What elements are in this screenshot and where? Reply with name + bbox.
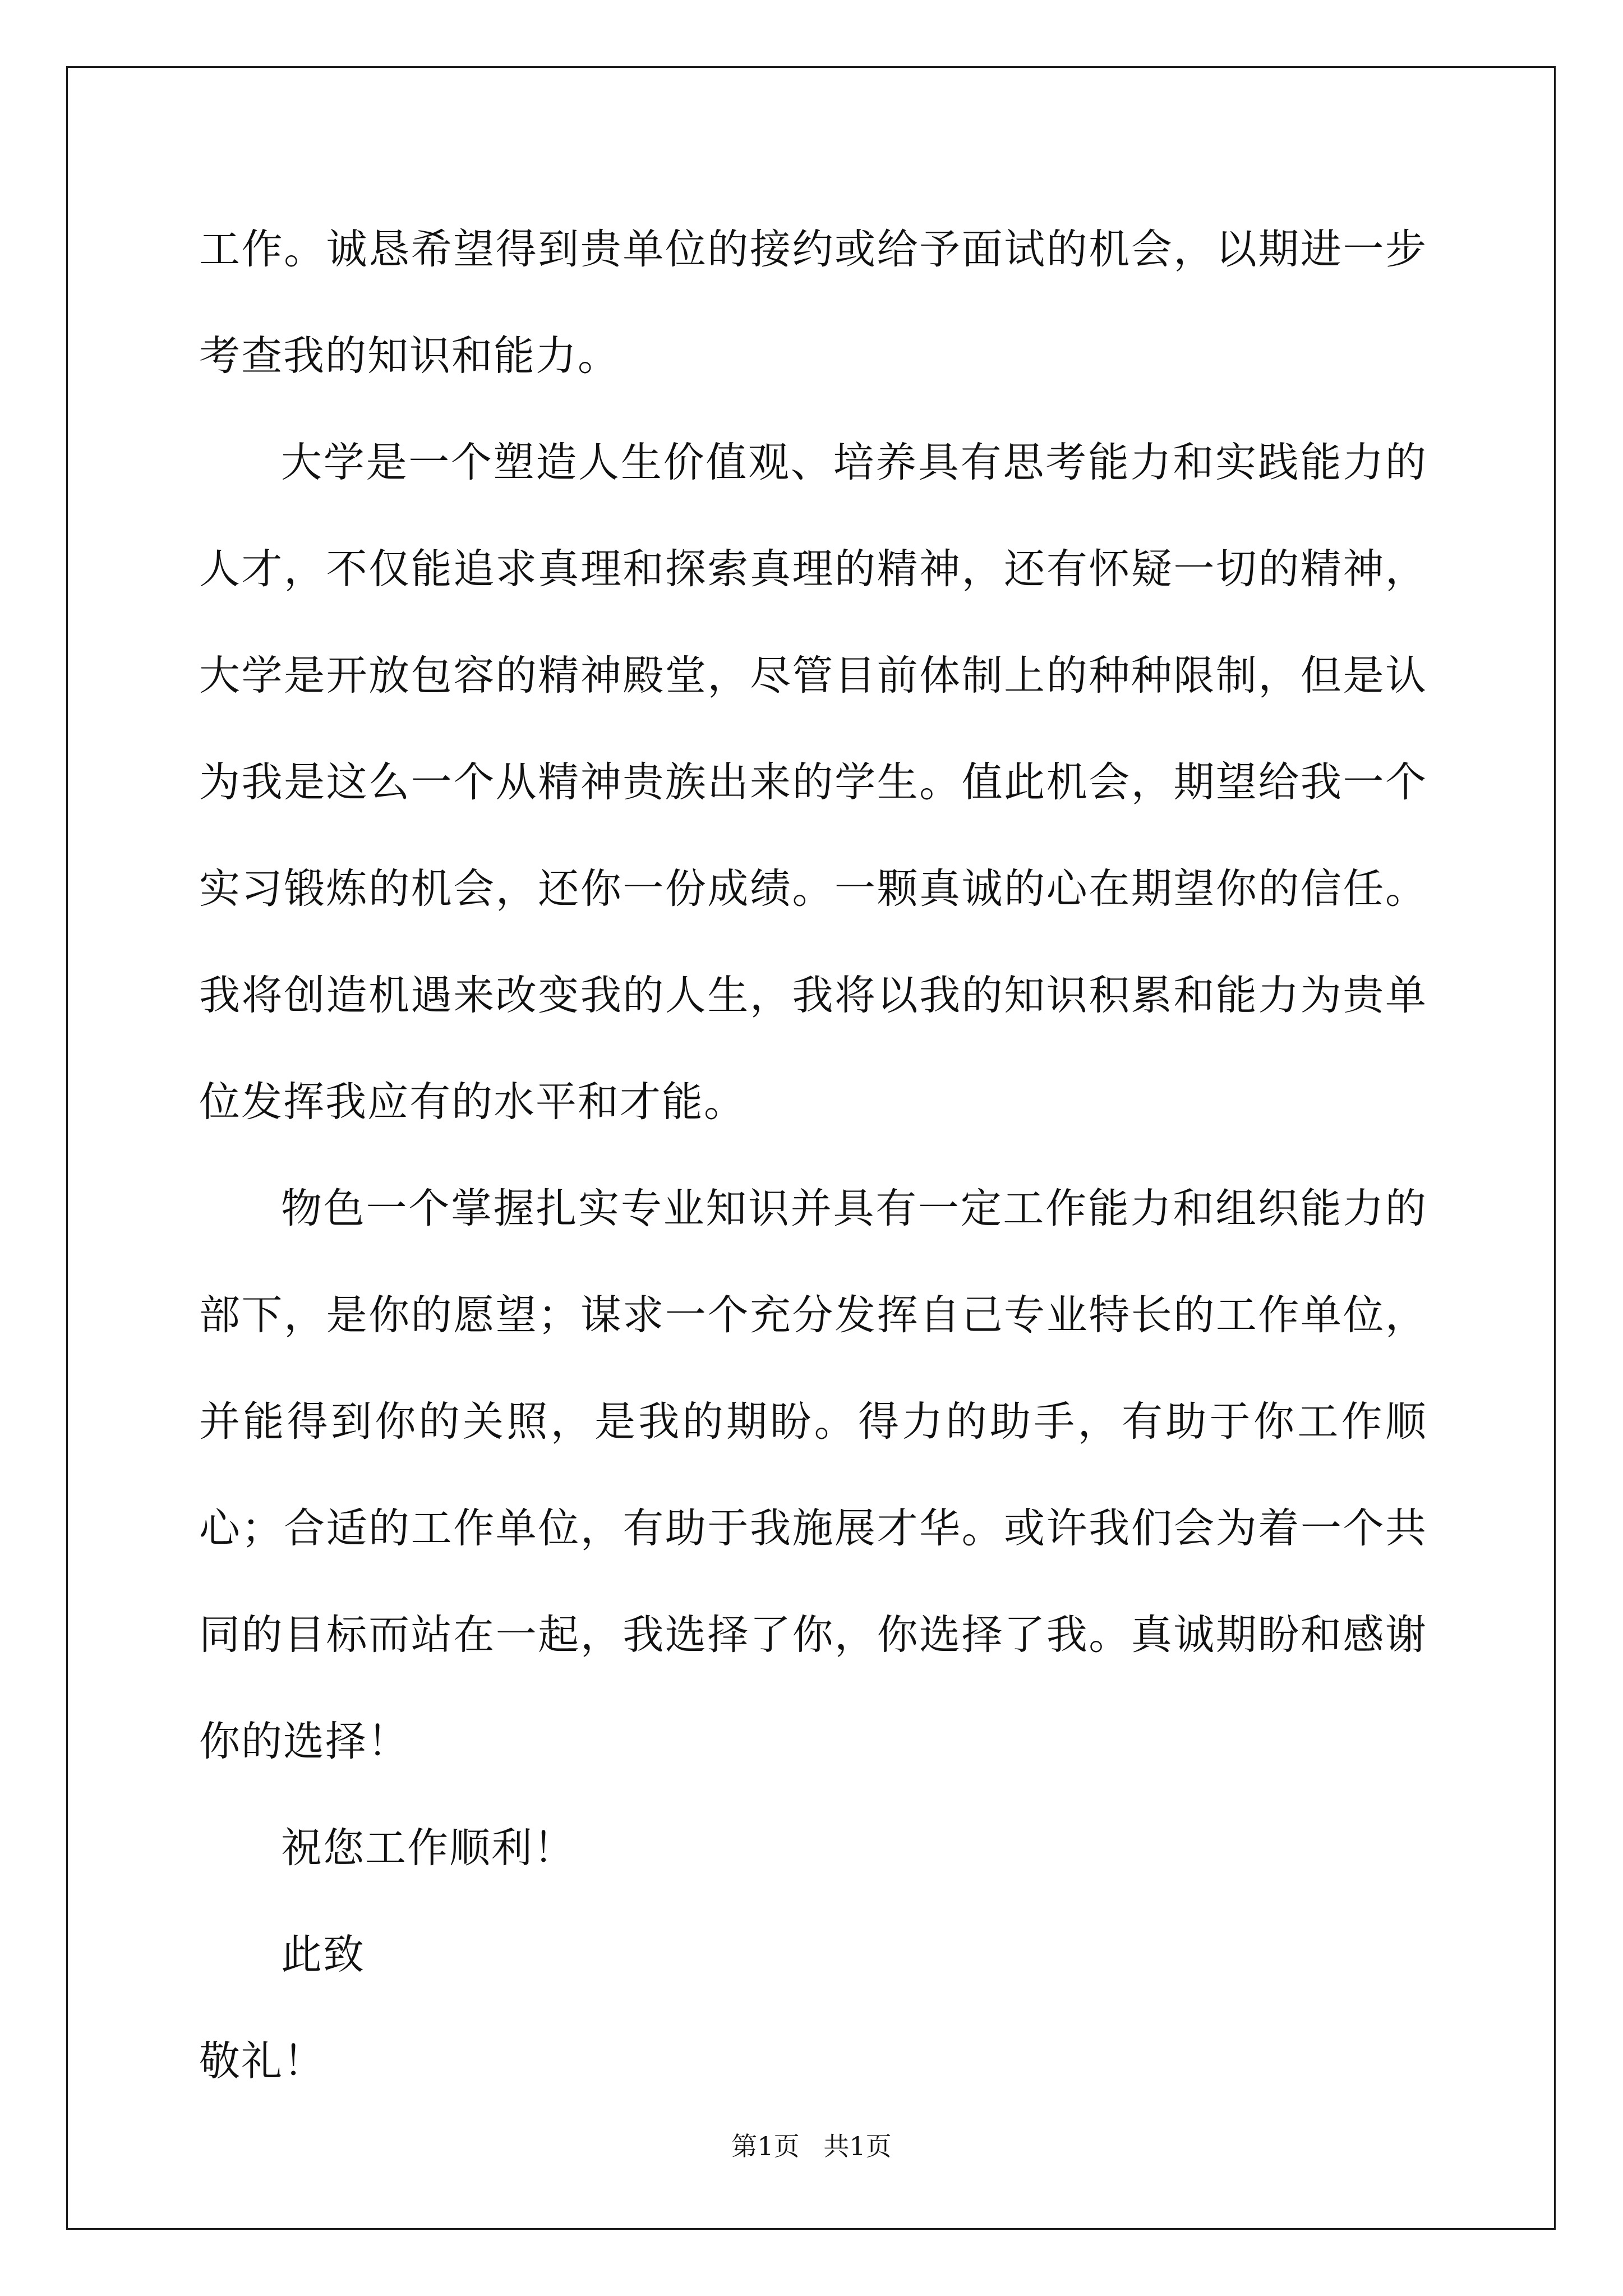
page-number-total: 共1页: [823, 2131, 892, 2161]
paragraph-choice: 物色一个掌握扎实专业知识并具有一定工作能力和组织能力的部下，是你的愿望；谋求一个充分发挥自己专业特长的工作单位，并能得到你的关照，是我的期盼。得力的助手，有助于你工作顺心；合适的工作单位，有助于我施展才华。或许我们会为着一个共同的目标而站在一起，我选择了你，你选择了我。真诚期盼和感谢你的选择！: [199, 1185, 1427, 1765]
letter-body: [199, 196, 1427, 2115]
page-number-current: 第1页: [731, 2131, 800, 2161]
paragraph-university: 大学是一个塑造人生价值观、培养具有思考能力和实践能力的人才，不仅能追求真理和探索真理的精神，还有怀疑一切的精神，大学是开放包容的精神殿堂，尽管目前体制上的种种限制，但是认为我是这么一个从精神贵族出来的学生。值此机会，期望给我一个实习锻炼的机会，还你一份成绩。一颗真诚的心在期望你的信任。我将创造机遇来改变我的人生，我将以我的知识积累和能力为贵单位发挥我应有的水平和才能。: [199, 439, 1427, 1126]
paragraph-closing: 此致: [281, 1931, 365, 1978]
paragraph-salutation: 敬礼！: [199, 2037, 325, 2085]
paragraph-opening: 工作。诚恳希望得到贵单位的接约或给予面试的机会，以期进一步考查我的知识和能力。: [199, 226, 1427, 380]
page-footer: [0, 2126, 1623, 2163]
paragraph-wishes: 祝您工作顺利！: [281, 1824, 575, 1872]
